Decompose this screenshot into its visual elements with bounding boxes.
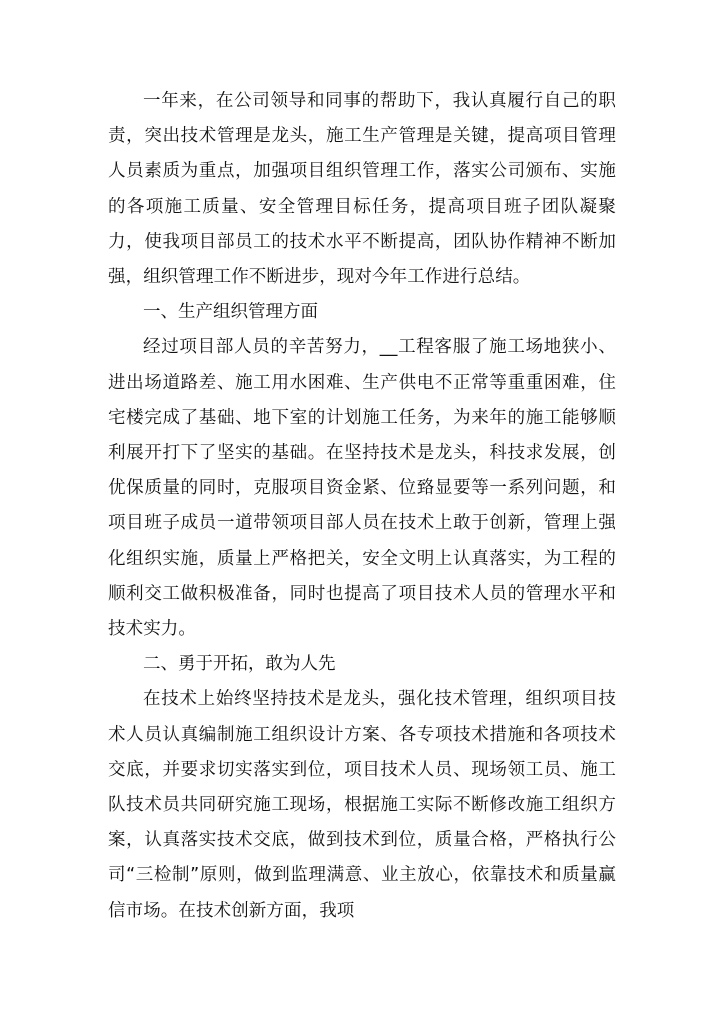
technical-paragraph: 在技术上始终坚持技术是龙头，强化技术管理，组织项目技术人员认真编制施工组织设计方案、各专项技术措施和各项技术交底，并要求切实落实到位，项目技术人员、现场领工员、施工队技术员共同研究施工现场，根据施工实际不断修改施工组织方案，认真落实技术交底，做到技术到位，质量合格，严格执行公司“三检制”原则，做到监理满意、业主放心，依靠技术和质量赢信市场。在技术创新方面，我项 [108,689,616,921]
production-paragraph: 经过项目部人员的辛苦努力，__工程客服了施工场地狭小、进出场道路差、施工用水困难、生产供电不正常等重重困难，住宅楼完成了基础、地下室的计划施工任务，为来年的施工能够顺利展开打下了坚实的基础。在坚持技术是龙头，科技求发展，创优保质量的同时，克服项目资金紧、位臵显要等一系列问题，和项目班子成员一道带领项目部人员在技术上敢于创新，管理上强化组织实施，质量上严格把关，安全文明上认真落实，为工程的顺利交工做积极准备，同时也提高了项目技术人员的管理水平和技术实力。 [108,337,616,640]
intro-paragraph: 一年来，在公司领导和同事的帮助下，我认真履行自己的职责，突出技术管理是龙头，施工生产管理是关键，提高项目管理人员素质为重点，加强项目组织管理工作，落实公司颁布、实施的各项施工质量、安全管理目标任务，提高项目班子团队凝聚力，使我项目部员工的技术水平不断提高，团队协作精神不断加强，组织管理工作不断进步，现对今年工作进行总结。 [108,91,616,288]
section-heading-pioneering: 二、勇于开拓，敢为人先 [143,654,336,675]
section-heading-production: 一、生产组织管理方面 [143,302,318,323]
